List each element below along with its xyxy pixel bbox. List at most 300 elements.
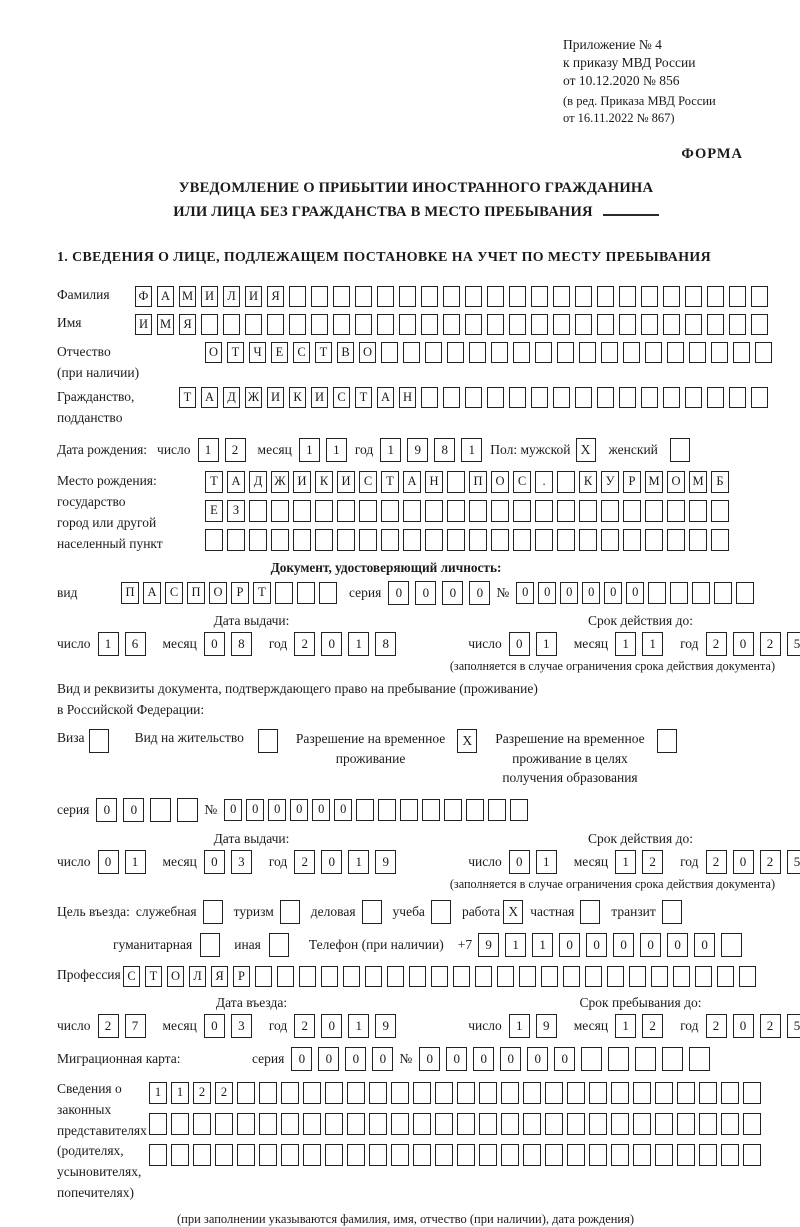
form-cell[interactable] — [259, 1144, 277, 1166]
form-cell[interactable] — [403, 500, 421, 522]
form-cell[interactable]: Ж — [271, 471, 289, 493]
form-cell[interactable] — [667, 529, 685, 551]
form-cell[interactable]: 0 — [733, 850, 754, 874]
form-cell[interactable] — [501, 1144, 519, 1166]
form-cell[interactable]: С — [165, 582, 183, 604]
form-cell[interactable]: Д — [249, 471, 267, 493]
form-cell[interactable]: И — [337, 471, 355, 493]
form-cell[interactable] — [311, 314, 328, 335]
form-cell[interactable] — [623, 500, 641, 522]
form-cell[interactable] — [531, 314, 548, 335]
form-cell[interactable] — [619, 314, 636, 335]
form-cell[interactable] — [425, 529, 443, 551]
form-cell[interactable]: 0 — [446, 1047, 467, 1071]
form-cell[interactable] — [736, 582, 754, 604]
form-cell[interactable]: 0 — [694, 933, 715, 957]
form-cell[interactable]: 0 — [204, 632, 225, 656]
form-cell[interactable]: С — [333, 387, 350, 408]
form-cell[interactable]: 1 — [615, 1014, 636, 1038]
form-cell[interactable] — [721, 1113, 739, 1135]
form-cell[interactable] — [501, 1113, 519, 1135]
form-cell[interactable] — [743, 1144, 761, 1166]
form-cell[interactable] — [369, 1082, 387, 1104]
form-cell[interactable]: 1 — [461, 438, 482, 462]
form-cell[interactable]: 2 — [215, 1082, 233, 1104]
form-cell[interactable] — [271, 529, 289, 551]
form-cell[interactable]: 0 — [500, 1047, 521, 1071]
form-cell[interactable] — [633, 1082, 651, 1104]
edu-permit-checkbox[interactable] — [657, 729, 677, 753]
form-cell[interactable] — [399, 314, 416, 335]
form-cell[interactable]: Л — [189, 966, 206, 987]
form-cell[interactable]: 0 — [96, 798, 117, 822]
form-cell[interactable] — [347, 1144, 365, 1166]
form-cell[interactable] — [377, 314, 394, 335]
form-cell[interactable] — [319, 582, 337, 604]
form-cell[interactable] — [623, 529, 641, 551]
form-cell[interactable]: 2 — [294, 632, 315, 656]
form-cell[interactable]: 0 — [582, 582, 600, 604]
form-cell[interactable] — [601, 500, 619, 522]
form-cell[interactable] — [469, 529, 487, 551]
stay-month-cells[interactable] — [615, 1014, 669, 1038]
form-cell[interactable] — [403, 529, 421, 551]
form-cell[interactable] — [655, 1144, 673, 1166]
form-cell[interactable]: 0 — [604, 582, 622, 604]
form-cell[interactable]: 3 — [231, 850, 252, 874]
representatives-cells-1[interactable] — [149, 1082, 765, 1104]
form-cell[interactable]: 8 — [375, 632, 396, 656]
visa-checkbox[interactable] — [89, 729, 109, 753]
form-cell[interactable] — [293, 500, 311, 522]
form-cell[interactable] — [325, 1082, 343, 1104]
form-cell[interactable]: 5 — [787, 1014, 800, 1038]
form-cell[interactable] — [553, 314, 570, 335]
residence-expiry-month-cells[interactable] — [615, 850, 669, 874]
form-cell[interactable] — [597, 314, 614, 335]
form-cell[interactable] — [343, 966, 360, 987]
form-cell[interactable] — [677, 1082, 695, 1104]
form-cell[interactable]: 1 — [505, 933, 526, 957]
form-cell[interactable]: 1 — [299, 438, 320, 462]
form-cell[interactable] — [689, 500, 707, 522]
form-cell[interactable] — [359, 500, 377, 522]
form-cell[interactable]: М — [645, 471, 663, 493]
form-cell[interactable]: 9 — [375, 1014, 396, 1038]
form-cell[interactable] — [149, 1144, 167, 1166]
sex-female-checkbox[interactable] — [670, 438, 690, 462]
form-cell[interactable] — [589, 1082, 607, 1104]
form-cell[interactable]: 0 — [318, 1047, 339, 1071]
form-cell[interactable] — [721, 933, 742, 957]
form-cell[interactable] — [400, 799, 418, 821]
form-cell[interactable] — [259, 1082, 277, 1104]
form-cell[interactable] — [633, 1113, 651, 1135]
form-cell[interactable] — [391, 1144, 409, 1166]
form-cell[interactable] — [443, 387, 460, 408]
form-cell[interactable]: О — [167, 966, 184, 987]
form-cell[interactable] — [663, 314, 680, 335]
form-cell[interactable] — [193, 1144, 211, 1166]
representatives-cells-2[interactable] — [149, 1113, 765, 1135]
arrival-day-cells[interactable] — [98, 1014, 152, 1038]
form-cell[interactable] — [641, 387, 658, 408]
form-cell[interactable] — [589, 1144, 607, 1166]
form-cell[interactable] — [531, 387, 548, 408]
doc-type-cells[interactable] — [121, 582, 341, 604]
form-cell[interactable]: 0 — [509, 850, 530, 874]
form-cell[interactable]: Р — [623, 471, 641, 493]
form-cell[interactable] — [277, 966, 294, 987]
form-cell[interactable] — [413, 1144, 431, 1166]
form-cell[interactable] — [267, 314, 284, 335]
form-cell[interactable] — [531, 286, 548, 307]
form-cell[interactable] — [378, 799, 396, 821]
form-cell[interactable] — [601, 529, 619, 551]
form-cell[interactable] — [469, 342, 486, 363]
form-cell[interactable]: З — [227, 500, 245, 522]
issue-day-cells[interactable] — [98, 632, 152, 656]
form-cell[interactable] — [177, 798, 198, 822]
form-cell[interactable]: С — [123, 966, 140, 987]
form-cell[interactable] — [535, 342, 552, 363]
form-cell[interactable] — [488, 799, 506, 821]
form-cell[interactable] — [311, 286, 328, 307]
form-cell[interactable] — [469, 500, 487, 522]
form-cell[interactable] — [289, 314, 306, 335]
form-cell[interactable]: 0 — [442, 581, 463, 605]
form-cell[interactable] — [523, 1113, 541, 1135]
form-cell[interactable]: 2 — [642, 1014, 663, 1038]
form-cell[interactable]: 0 — [345, 1047, 366, 1071]
form-cell[interactable] — [479, 1113, 497, 1135]
form-cell[interactable] — [223, 314, 240, 335]
form-cell[interactable] — [333, 314, 350, 335]
form-cell[interactable] — [699, 1082, 717, 1104]
form-cell[interactable] — [579, 529, 597, 551]
form-cell[interactable]: 8 — [231, 632, 252, 656]
form-cell[interactable] — [297, 582, 315, 604]
form-cell[interactable] — [193, 1113, 211, 1135]
form-cell[interactable] — [215, 1113, 233, 1135]
migration-series-cells[interactable] — [291, 1047, 399, 1071]
form-cell[interactable]: 0 — [527, 1047, 548, 1071]
birthplace-cells-3[interactable] — [205, 529, 733, 551]
form-cell[interactable] — [575, 286, 592, 307]
form-cell[interactable]: Т — [253, 582, 271, 604]
form-cell[interactable]: Т — [315, 342, 332, 363]
form-cell[interactable] — [579, 500, 597, 522]
form-cell[interactable] — [557, 500, 575, 522]
form-cell[interactable]: Ч — [249, 342, 266, 363]
form-cell[interactable] — [421, 387, 438, 408]
form-cell[interactable] — [601, 342, 618, 363]
form-cell[interactable]: Н — [425, 471, 443, 493]
form-cell[interactable] — [289, 286, 306, 307]
residence-number-cells[interactable] — [224, 799, 532, 821]
form-cell[interactable] — [689, 529, 707, 551]
expiry-year-cells[interactable] — [706, 632, 800, 656]
form-cell[interactable] — [707, 387, 724, 408]
birthplace-cells-2[interactable] — [205, 500, 733, 522]
form-cell[interactable] — [149, 1113, 167, 1135]
form-cell[interactable]: 1 — [326, 438, 347, 462]
form-cell[interactable]: 0 — [613, 933, 634, 957]
form-cell[interactable] — [619, 387, 636, 408]
form-cell[interactable] — [655, 1113, 673, 1135]
form-cell[interactable]: И — [311, 387, 328, 408]
form-cell[interactable] — [597, 286, 614, 307]
form-cell[interactable]: 0 — [640, 933, 661, 957]
form-cell[interactable]: Д — [223, 387, 240, 408]
form-cell[interactable] — [249, 500, 267, 522]
form-cell[interactable] — [545, 1113, 563, 1135]
form-cell[interactable]: 0 — [516, 582, 534, 604]
temp-permit-checkbox[interactable]: X — [457, 729, 477, 753]
form-cell[interactable] — [465, 286, 482, 307]
form-cell[interactable] — [523, 1082, 541, 1104]
form-cell[interactable]: С — [359, 471, 377, 493]
form-cell[interactable] — [641, 314, 658, 335]
form-cell[interactable]: 0 — [290, 799, 308, 821]
form-cell[interactable]: 1 — [171, 1082, 189, 1104]
form-cell[interactable]: Т — [179, 387, 196, 408]
profession-cells[interactable] — [123, 966, 761, 987]
form-cell[interactable] — [381, 529, 399, 551]
form-cell[interactable]: Н — [399, 387, 416, 408]
form-cell[interactable]: 0 — [268, 799, 286, 821]
form-cell[interactable] — [325, 1144, 343, 1166]
form-cell[interactable] — [707, 314, 724, 335]
form-cell[interactable] — [237, 1082, 255, 1104]
form-cell[interactable] — [519, 966, 536, 987]
form-cell[interactable] — [479, 1144, 497, 1166]
form-cell[interactable]: Р — [233, 966, 250, 987]
purpose-study-checkbox[interactable] — [431, 900, 451, 924]
form-cell[interactable] — [457, 1082, 475, 1104]
form-cell[interactable] — [369, 1113, 387, 1135]
form-cell[interactable]: М — [157, 314, 174, 335]
form-cell[interactable] — [729, 286, 746, 307]
form-cell[interactable]: 2 — [706, 1014, 727, 1038]
form-cell[interactable] — [721, 1082, 739, 1104]
form-cell[interactable]: 0 — [586, 933, 607, 957]
purpose-official-checkbox[interactable] — [203, 900, 223, 924]
issue-year-cells[interactable] — [294, 632, 402, 656]
form-cell[interactable]: О — [667, 471, 685, 493]
form-cell[interactable]: М — [179, 286, 196, 307]
form-cell[interactable] — [611, 1113, 629, 1135]
form-cell[interactable] — [585, 966, 602, 987]
form-cell[interactable]: 0 — [204, 1014, 225, 1038]
citizenship-cells[interactable] — [179, 387, 773, 408]
form-cell[interactable] — [729, 387, 746, 408]
form-cell[interactable]: 1 — [98, 632, 119, 656]
form-cell[interactable]: 0 — [224, 799, 242, 821]
form-cell[interactable] — [535, 500, 553, 522]
form-cell[interactable] — [721, 1144, 739, 1166]
form-cell[interactable]: 1 — [380, 438, 401, 462]
form-cell[interactable] — [739, 966, 756, 987]
form-cell[interactable]: 0 — [469, 581, 490, 605]
form-cell[interactable] — [611, 1082, 629, 1104]
form-cell[interactable]: Я — [179, 314, 196, 335]
form-cell[interactable] — [695, 966, 712, 987]
form-cell[interactable] — [509, 286, 526, 307]
birth-day-cells[interactable] — [198, 438, 252, 462]
form-cell[interactable] — [699, 1144, 717, 1166]
form-cell[interactable] — [711, 500, 729, 522]
residence-series-cells[interactable] — [96, 798, 204, 822]
form-cell[interactable] — [275, 582, 293, 604]
form-cell[interactable]: Р — [231, 582, 249, 604]
form-cell[interactable] — [509, 387, 526, 408]
form-cell[interactable] — [347, 1082, 365, 1104]
form-cell[interactable] — [711, 342, 728, 363]
form-cell[interactable]: 0 — [538, 582, 556, 604]
form-cell[interactable]: К — [579, 471, 597, 493]
form-cell[interactable]: И — [293, 471, 311, 493]
form-cell[interactable] — [743, 1113, 761, 1135]
purpose-tourism-checkbox[interactable] — [280, 900, 300, 924]
form-cell[interactable]: А — [403, 471, 421, 493]
form-cell[interactable] — [457, 1144, 475, 1166]
form-cell[interactable]: 0 — [560, 582, 578, 604]
form-cell[interactable] — [510, 799, 528, 821]
form-cell[interactable] — [205, 529, 223, 551]
form-cell[interactable] — [293, 529, 311, 551]
form-cell[interactable]: И — [201, 286, 218, 307]
residence-permit-checkbox[interactable] — [258, 729, 278, 753]
form-cell[interactable]: 2 — [760, 850, 781, 874]
form-cell[interactable] — [475, 966, 492, 987]
form-cell[interactable]: 7 — [125, 1014, 146, 1038]
form-cell[interactable] — [541, 966, 558, 987]
migration-number-cells[interactable] — [419, 1047, 716, 1071]
purpose-work-checkbox[interactable]: X — [503, 900, 523, 924]
form-cell[interactable] — [227, 529, 245, 551]
form-cell[interactable]: 2 — [193, 1082, 211, 1104]
form-cell[interactable] — [607, 966, 624, 987]
form-cell[interactable] — [487, 387, 504, 408]
form-cell[interactable] — [237, 1113, 255, 1135]
form-cell[interactable]: 0 — [321, 850, 342, 874]
form-cell[interactable]: 1 — [348, 632, 369, 656]
form-cell[interactable]: Т — [355, 387, 372, 408]
form-cell[interactable]: О — [359, 342, 376, 363]
form-cell[interactable] — [557, 471, 575, 493]
form-cell[interactable]: 0 — [419, 1047, 440, 1071]
form-cell[interactable]: 0 — [372, 1047, 393, 1071]
form-cell[interactable] — [369, 1144, 387, 1166]
form-cell[interactable] — [150, 798, 171, 822]
expiry-day-cells[interactable] — [509, 632, 563, 656]
form-cell[interactable] — [315, 500, 333, 522]
form-cell[interactable]: 0 — [388, 581, 409, 605]
form-cell[interactable]: И — [267, 387, 284, 408]
form-cell[interactable] — [557, 529, 575, 551]
birthplace-cells-1[interactable] — [205, 471, 733, 493]
form-cell[interactable] — [215, 1144, 233, 1166]
form-cell[interactable] — [545, 1144, 563, 1166]
form-cell[interactable]: Т — [381, 471, 399, 493]
form-cell[interactable] — [567, 1144, 585, 1166]
form-cell[interactable] — [743, 1082, 761, 1104]
form-cell[interactable] — [667, 342, 684, 363]
form-cell[interactable] — [466, 799, 484, 821]
form-cell[interactable]: 1 — [536, 850, 557, 874]
issue-month-cells[interactable] — [204, 632, 258, 656]
form-cell[interactable]: Т — [205, 471, 223, 493]
form-cell[interactable] — [567, 1113, 585, 1135]
form-cell[interactable] — [271, 500, 289, 522]
form-cell[interactable]: 1 — [198, 438, 219, 462]
form-cell[interactable] — [435, 1144, 453, 1166]
form-cell[interactable] — [355, 314, 372, 335]
form-cell[interactable] — [444, 799, 462, 821]
form-cell[interactable]: 5 — [787, 850, 800, 874]
form-cell[interactable]: Т — [227, 342, 244, 363]
form-cell[interactable] — [545, 1082, 563, 1104]
form-cell[interactable]: А — [227, 471, 245, 493]
form-cell[interactable] — [259, 1113, 277, 1135]
form-cell[interactable] — [553, 387, 570, 408]
form-cell[interactable]: 2 — [294, 1014, 315, 1038]
form-cell[interactable] — [651, 966, 668, 987]
form-cell[interactable] — [589, 1113, 607, 1135]
form-cell[interactable]: О — [209, 582, 227, 604]
stay-year-cells[interactable] — [706, 1014, 800, 1038]
form-cell[interactable] — [487, 286, 504, 307]
form-cell[interactable]: 0 — [473, 1047, 494, 1071]
form-cell[interactable] — [403, 342, 420, 363]
form-cell[interactable] — [413, 1082, 431, 1104]
form-cell[interactable] — [491, 342, 508, 363]
form-cell[interactable] — [356, 799, 374, 821]
form-cell[interactable]: О — [205, 342, 222, 363]
form-cell[interactable]: 1 — [125, 850, 146, 874]
form-cell[interactable] — [447, 529, 465, 551]
surname-cells[interactable] — [135, 286, 773, 307]
form-cell[interactable] — [391, 1082, 409, 1104]
form-cell[interactable] — [281, 1113, 299, 1135]
form-cell[interactable]: 9 — [478, 933, 499, 957]
purpose-humanitarian-checkbox[interactable] — [200, 933, 220, 957]
purpose-private-checkbox[interactable] — [580, 900, 600, 924]
form-cell[interactable]: 0 — [246, 799, 264, 821]
representatives-cells-3[interactable] — [149, 1144, 765, 1166]
form-cell[interactable] — [575, 314, 592, 335]
form-cell[interactable] — [435, 1082, 453, 1104]
form-cell[interactable] — [457, 1113, 475, 1135]
form-cell[interactable] — [633, 1144, 651, 1166]
form-cell[interactable] — [677, 1113, 695, 1135]
form-cell[interactable]: . — [535, 471, 553, 493]
arrival-year-cells[interactable] — [294, 1014, 402, 1038]
form-cell[interactable]: А — [377, 387, 394, 408]
form-cell[interactable]: А — [157, 286, 174, 307]
form-cell[interactable] — [325, 1113, 343, 1135]
form-cell[interactable] — [717, 966, 734, 987]
form-cell[interactable]: Ж — [245, 387, 262, 408]
form-cell[interactable] — [608, 1047, 629, 1071]
form-cell[interactable] — [751, 387, 768, 408]
form-cell[interactable] — [714, 582, 732, 604]
form-cell[interactable] — [201, 314, 218, 335]
form-cell[interactable] — [751, 314, 768, 335]
form-cell[interactable]: 1 — [149, 1082, 167, 1104]
form-cell[interactable]: И — [245, 286, 262, 307]
